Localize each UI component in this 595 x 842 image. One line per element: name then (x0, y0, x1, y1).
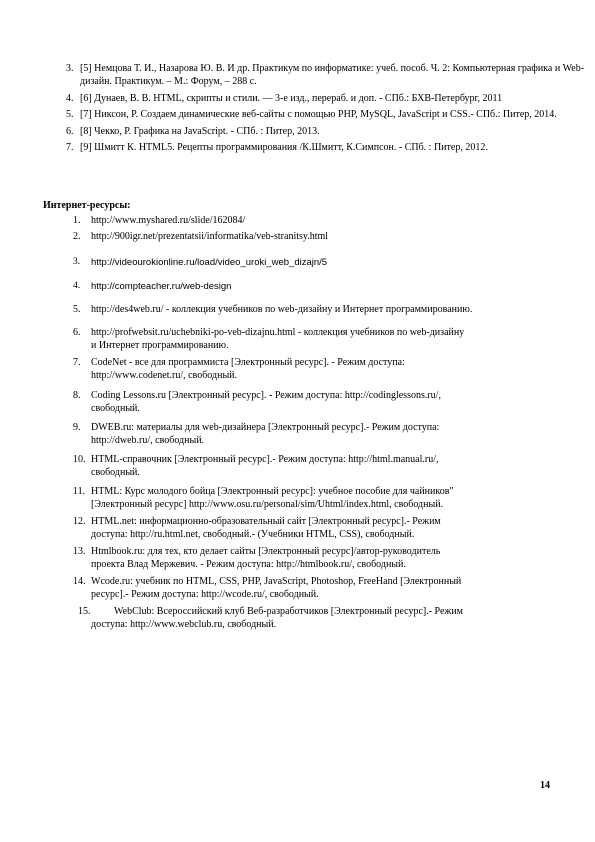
resource-line: http://compteacher.ru/web-design (91, 281, 232, 292)
resource-line: HTML: Курс молодого бойца [Электронный ресурс]: учебное пособие для чайников" (91, 486, 454, 497)
reference-number: 5. (66, 109, 74, 120)
resource-line: http://des4web.ru/ - коллекция учебников по web-дизайну и Интернет программированию. (91, 304, 473, 315)
resource-line: HTML.net: информационно-образовательный сайт [Электронный ресурс].- Режим (91, 516, 441, 527)
resource-line: ресурс].- Режим доступа: http://wcode.ru/, свободный. (91, 589, 319, 600)
resource-line: HTML-справочник [Электронный ресурс].- Режим доступа: http://html.manual.ru/, (91, 454, 439, 465)
resource-line: http://profwebsit.ru/uchebniki-po-veb-dizajnu.html - коллекция учебников по web-дизайну (91, 327, 465, 338)
resource-number: 8. (73, 390, 81, 401)
resource-line: WebClub: Всероссийский клуб Веб-разработчиков [Электронный ресурс].- Режим (114, 606, 464, 617)
reference-text: [9] Шмитт К. HTML5. Рецепты программирования /К.Шмитт, К.Симпсон. - СПб. : Питер, 2012. (80, 142, 488, 153)
resource-line: доступа: http://www.webclub.ru, свободный. (91, 619, 277, 630)
reference-text: [6] Дунаев, В. В. HTML, скрипты и стили. — 3-е изд., перераб. и доп. - СПб.: БХВ-Петербург, 2011 (80, 92, 503, 104)
resource-line: http://www.codenet.ru/, свободный. (91, 370, 238, 381)
resource-line: DWEB.ru: материалы для web-дизайнера [Электронный ресурс].- Режим доступа: (91, 422, 440, 433)
reference-list (0, 62, 595, 158)
resource-number: 11. (73, 486, 86, 497)
reference-number: 3. (66, 63, 74, 74)
resource-number: 1. (73, 215, 81, 226)
resource-line: http://www.myshared.ru/slide/162084/ (91, 215, 246, 226)
resource-number: 4. (73, 281, 81, 291)
resource-line: CodeNet - все для программиста [Электронный ресурс]. - Режим доступа: (91, 357, 405, 368)
resource-number: 15. (78, 606, 91, 617)
resource-line: http://900igr.net/prezentatsii/informatika/veb-stranitsy.html (91, 231, 329, 242)
resource-number: 12. (73, 516, 86, 527)
resource-line: Coding Lessons.ru [Электронный ресурс]. - Режим доступа: http://codinglessons.ru/, (91, 390, 441, 401)
resource-line: проекта Влад Мержевич. - Режим доступа: http://htmlbook.ru/, свободный. (91, 559, 406, 570)
resource-line: и Интернет программированию. (91, 340, 229, 351)
resource-line: http://dweb.ru/, свободный. (91, 435, 205, 446)
resource-line: свободный. (91, 467, 140, 478)
reference-item (0, 108, 595, 121)
reference-item (0, 141, 595, 154)
resource-number: 5. (73, 304, 81, 315)
reference-number: 6. (66, 125, 74, 137)
resource-number: 14. (73, 576, 86, 587)
internet-resources-title: Интернет-ресурсы: (43, 200, 131, 211)
resource-line: http://videourokionline.ru/load/video_uroki_web_dizajn/5 (91, 257, 328, 268)
reference-number: 7. (66, 142, 74, 153)
reference-text: [5] Немцова Т. И., Назарова Ю. В. И др. Практикум по информатике: учеб. пособ. Ч. 2: Компьютерная графика и Web-дизайн. Практикум. – М.: Форум, – 288 с. (80, 63, 585, 87)
resource-line: Htmlbook.ru: для тех, кто делает сайты [Электронный ресурс]/автор-руководитель (91, 546, 441, 557)
resource-number: 7. (73, 357, 81, 368)
resource-line: [Электронный ресурс] http://www.osu.ru/personal/sim/Uhtml/index.html, свободный. (91, 499, 444, 510)
resource-number: 3. (73, 257, 81, 267)
resource-number: 13. (73, 546, 86, 557)
page-number: 14 (540, 780, 550, 791)
resource-number: 10. (73, 454, 86, 465)
resource-number: 9. (73, 422, 81, 433)
resource-line: свободный. (91, 403, 140, 414)
resource-line: доступа: http://ru.html.net, свободный.- (Учебники HTML, CSS), свободный. (91, 529, 415, 540)
reference-item (0, 92, 595, 105)
reference-text: [8] Чекко, Р. Графика на JavaScript. - СПб. : Питер, 2013. (80, 125, 320, 137)
resource-line: Wcode.ru: учебник по HTML, CSS, PHP, JavaScript, Photoshop, FreeHand [Электронный (91, 576, 462, 587)
reference-text: [7] Никсон, Р. Создаем динамические веб-сайты с помощью PHP, MySQL, JavaScript и CSS.- СПб.: Питер, 2014. (80, 109, 557, 120)
reference-item (0, 125, 595, 138)
resource-number: 2. (73, 231, 81, 242)
resource-number: 6. (73, 327, 81, 338)
reference-number: 4. (66, 92, 74, 104)
reference-item (0, 62, 595, 88)
